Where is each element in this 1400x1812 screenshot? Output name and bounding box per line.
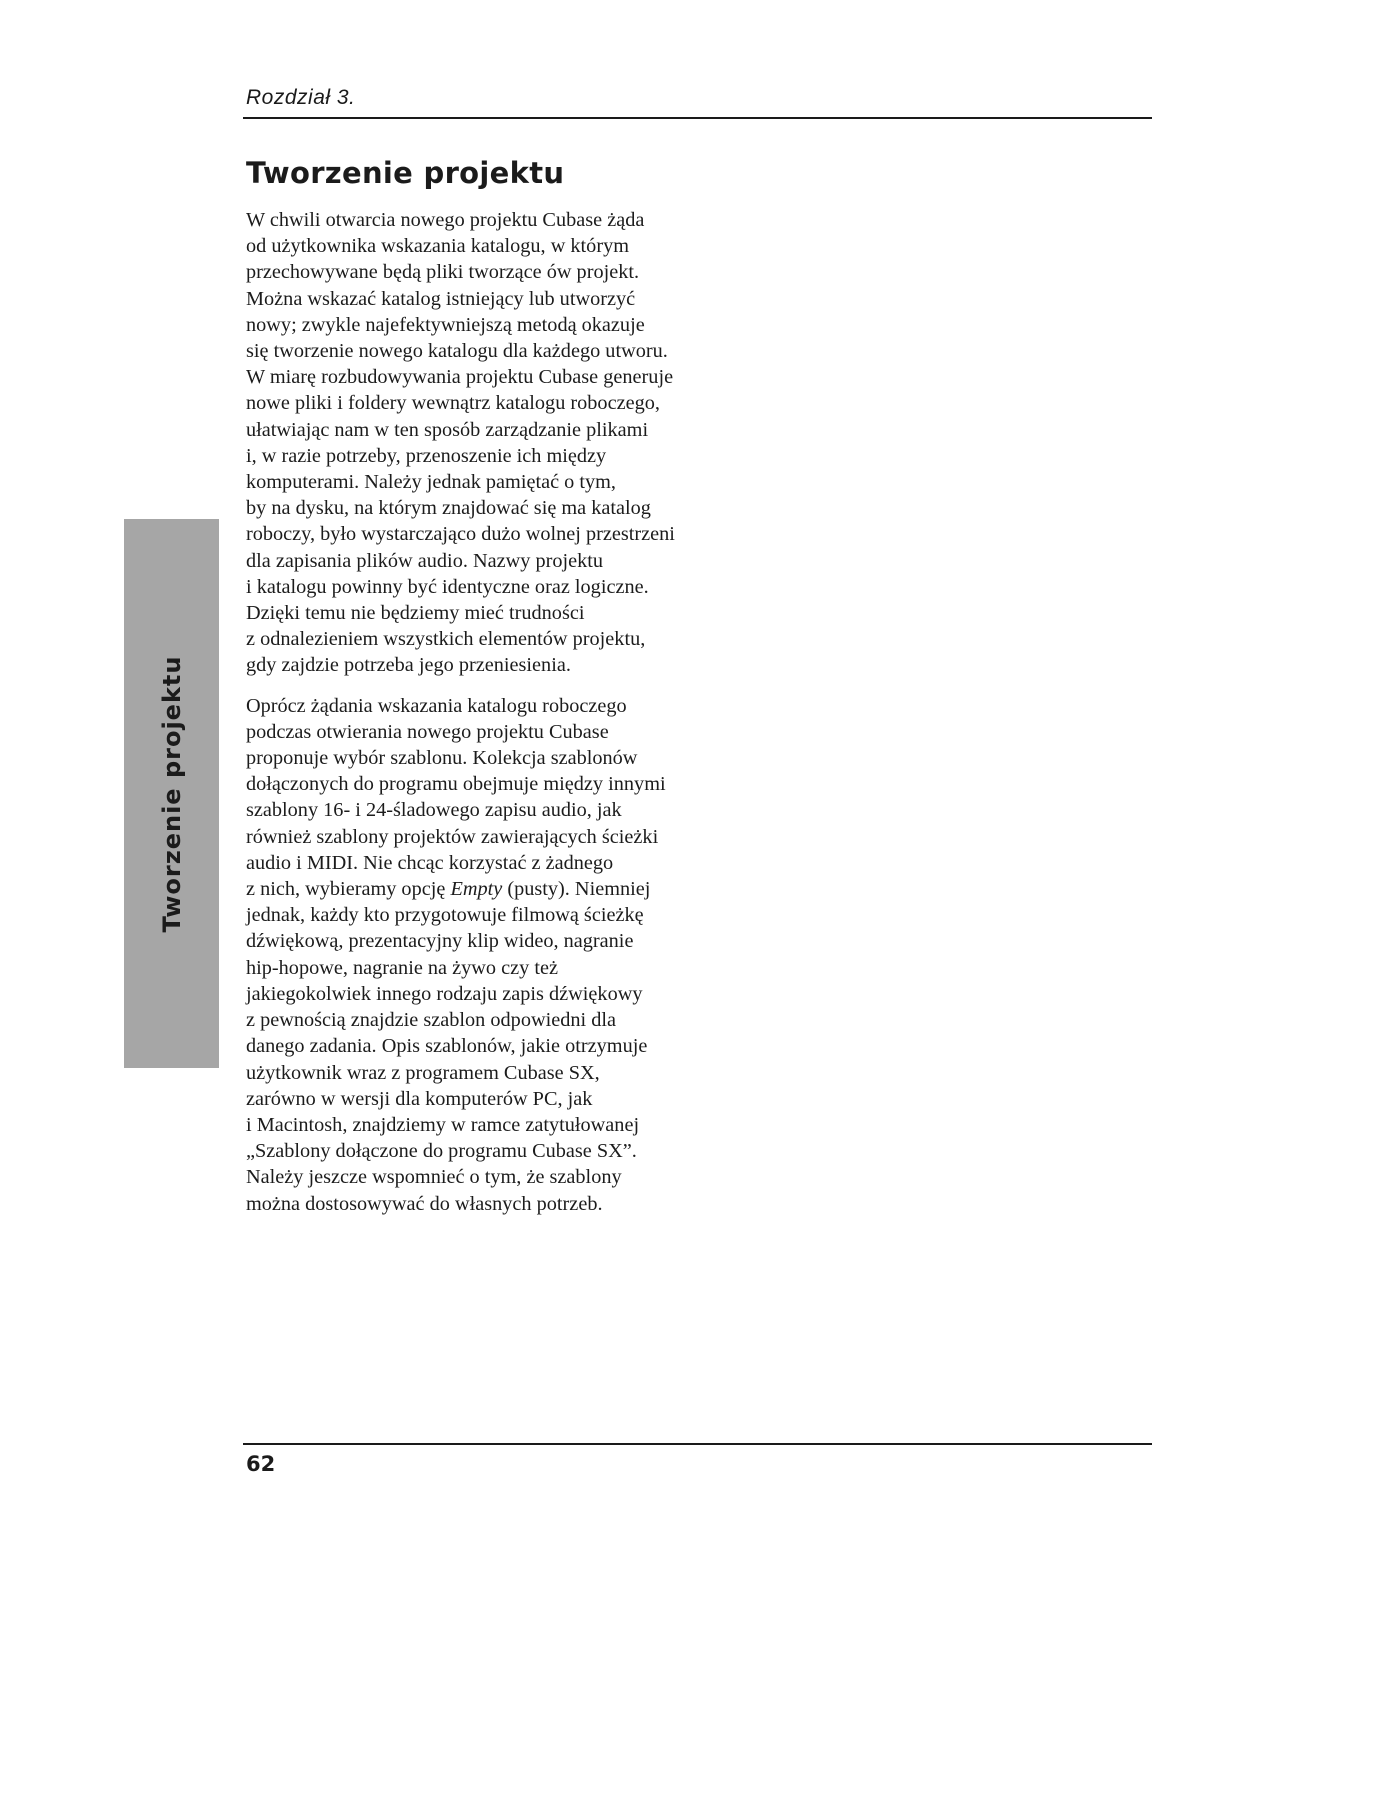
line-text-after: (pusty). Niemniej [502, 878, 651, 901]
section-title: Tworzenie projektu [246, 156, 565, 190]
text-line: i katalogu powinny być identyczne oraz logiczne. [246, 575, 649, 598]
text-line: z odnalezieniem wszystkich elementów projektu, [246, 628, 646, 651]
text-line: ułatwiając nam w ten sposób zarządzanie plikami [246, 418, 649, 441]
text-line: hip-hopowe, nagranie na żywo czy też [246, 956, 558, 979]
side-tab-label: Tworzenie projektu [157, 655, 186, 932]
side-thumb-tab [124, 519, 219, 1068]
body-text [246, 207, 716, 1217]
text-line: nowy; zwykle najefektywniejszą metodą okazuje [246, 313, 645, 336]
text-line: danego zadania. Opis szablonów, jakie otrzymuje [246, 1035, 648, 1058]
page-number: 62 [246, 1452, 276, 1476]
line-text-before: z nich, wybieramy opcję [246, 878, 451, 901]
text-line: dla zapisania plików audio. Nazwy projektu [246, 549, 604, 572]
running-header: Rozdział 3. [246, 86, 356, 109]
text-line: z pewnością znajdzie szablon odpowiedni dla [246, 1009, 617, 1032]
text-line: szablony 16- i 24-śladowego zapisu audio, jak [246, 799, 622, 822]
text-line: audio i MIDI. Nie chcąc korzystać z żadnego [246, 851, 614, 874]
text-line: jednak, każdy kto przygotowuje filmową ścieżkę [246, 904, 644, 927]
text-line: dźwiękową, prezentacyjny klip wideo, nagranie [246, 930, 634, 953]
text-line: by na dysku, na którym znajdować się ma katalog [246, 497, 651, 520]
text-line: się tworzenie nowego katalogu dla każdego utworu. [246, 340, 668, 363]
text-line: komputerami. Należy jednak pamiętać o tym, [246, 471, 617, 494]
text-line: Można wskazać katalog istniejący lub utworzyć [246, 287, 636, 310]
text-line: i, w razie potrzeby, przenoszenie ich między [246, 444, 607, 467]
text-line: i Macintosh, znajdziemy w ramce zatytułowanej [246, 1113, 640, 1136]
paragraph-1 [246, 207, 716, 679]
text-line: dołączonych do programu obejmuje między innymi [246, 773, 666, 796]
text-line: można dostosowywać do własnych potrzeb. [246, 1192, 603, 1215]
text-line: proponuje wybór szablonu. Kolekcja szablonów [246, 747, 638, 770]
text-line: W miarę rozbudowywania projektu Cubase generuje [246, 366, 674, 389]
text-line: jakiegokolwiek innego rodzaju zapis dźwiękowy [246, 982, 643, 1005]
text-line: roboczy, było wystarczająco dużo wolnej przestrzeni [246, 523, 675, 546]
text-line: Oprócz żądania wskazania katalogu roboczego [246, 694, 627, 717]
text-line: gdy zajdzie potrzeba jego przeniesienia. [246, 654, 571, 677]
text-line: zarówno w wersji dla komputerów PC, jak [246, 1087, 593, 1110]
text-line: W chwili otwarcia nowego projektu Cubase żąda [246, 209, 645, 231]
text-line: Dzięki temu nie będziemy mieć trudności [246, 602, 585, 625]
text-line-with-term [246, 876, 716, 902]
footer-rule [243, 1443, 1152, 1445]
text-line: nowe pliki i foldery wewnątrz katalogu roboczego, [246, 392, 660, 415]
text-line: przechowywane będą pliki tworzące ów projekt. [246, 261, 640, 284]
text-line: użytkownik wraz z programem Cubase SX, [246, 1061, 600, 1084]
text-line: Należy jeszcze wspomnieć o tym, że szablony [246, 1166, 622, 1189]
italic-term: Empty [450, 878, 503, 901]
text-line: podczas otwierania nowego projektu Cubase [246, 720, 609, 743]
text-line: od użytkownika wskazania katalogu, w którym [246, 235, 629, 258]
text-line: „Szablony dołączone do programu Cubase SX”. [246, 1140, 637, 1163]
header-rule [243, 117, 1152, 119]
paragraph-2 [246, 693, 716, 1217]
text-line: również szablony projektów zawierających ścieżki [246, 825, 659, 848]
